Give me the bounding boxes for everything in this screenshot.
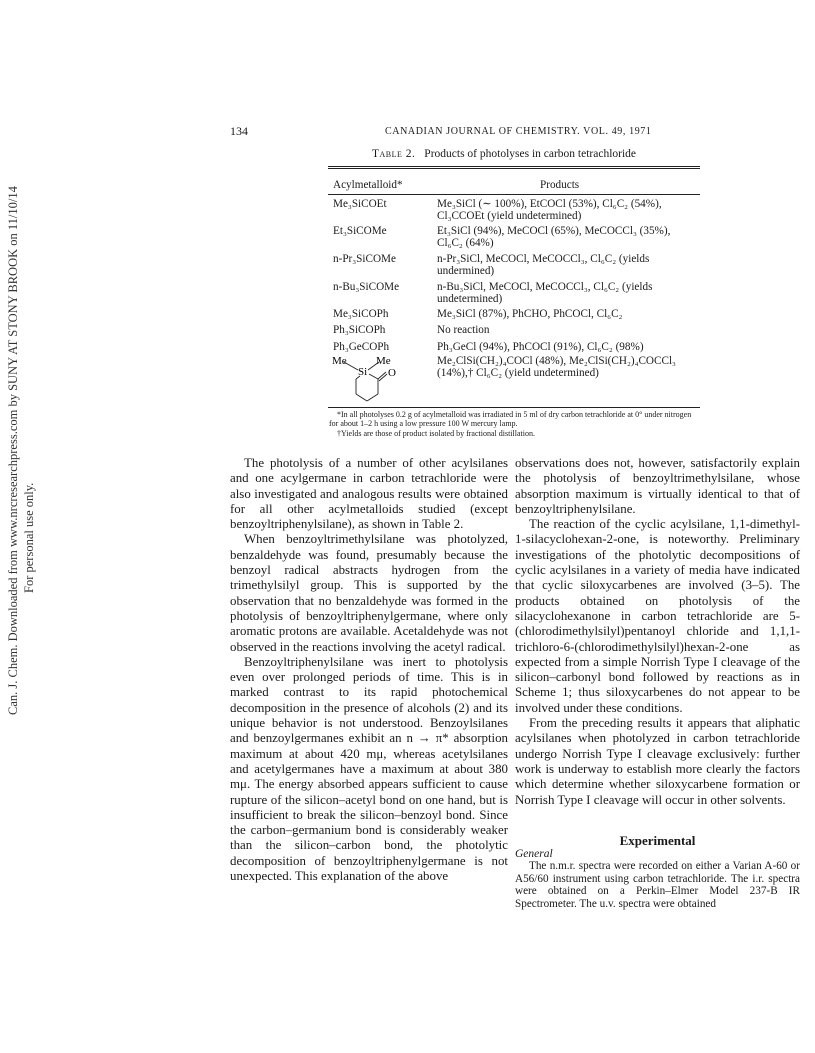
acylmetalloid-cell: Me₃SiCOEt	[333, 198, 387, 210]
subsection-heading: General	[515, 848, 553, 860]
table-header-rule	[328, 194, 700, 195]
paragraph: Benzoyltriphenylsilane was inert to photolysis even over prolonged periods of time. This is in marked contrast to its rapid photochemical decomposition in the presence of alcohols (2) and its unique behavior is not understood. Benzoylsilanes and benzoylgermanes exhibit an n → π* absorption maximum at about 420 mμ, whereas acetylsilanes and acetylgermanes have a maximum at about 380 mμ. The energy absorbed appears sufficient to cause rupture of the silicon–acetyl bond on one hand, but is insufficient to break the silicon–benzoyl bond. Since the carbon–germanium bond is considerably weaker than the silicon–carbon bond, the photolytic decomposition of benzoyltriphenylgermane is not unexpected. This explanation of the above	[230, 654, 508, 884]
table-title: Products of photolyses in carbon tetrachloride	[424, 148, 637, 160]
left-column	[230, 456, 508, 884]
products-cell: n-Bu₃SiCl, MeCOCl, MeCOCCl₃, Cl₆C₂ (yields undetermined)	[437, 281, 653, 305]
journal-running-head: CANADIAN JOURNAL OF CHEMISTRY. VOL. 49, 1971	[385, 126, 652, 137]
table-top-rule-2	[328, 168, 700, 169]
paragraph: The photolysis of a number of other acylsilanes and one acylgermane in carbon tetrachloride were also investigated and analogous results were obtained for all other acylmetalloids studied (except benzoyltriphenylsilane), as shown in Table 2.	[230, 456, 508, 532]
structure-me-left: Me	[332, 355, 347, 367]
silacyclohexanone-structure	[328, 352, 410, 412]
products-cell: Et₃SiCl (94%), MeCOCl (65%), MeCOCCl₃ (35%), Cl₆C₂ (64%)	[437, 225, 671, 249]
products-cell: No reaction	[437, 324, 490, 336]
acylmetalloid-cell: n-Bu₃SiCOMe	[333, 281, 400, 293]
products-cell: Me₃SiCl (∼ 100%), EtCOCl (53%), Cl₆C₂ (54%), Cl₃CCOEt (yield undetermined)	[437, 198, 662, 222]
acylmetalloid-cell: Ph₃SiCOPh	[333, 324, 386, 336]
page-number: 134	[230, 124, 248, 138]
structure-o: O	[388, 367, 396, 379]
structure-me-right: Me	[376, 355, 391, 367]
table-caption	[372, 148, 636, 160]
table-label: Table 2.	[372, 148, 416, 160]
products-cell: n-Pr₃SiCl, MeCOCl, MeCOCCl₃, Cl₆C₂ (yields undermined)	[437, 253, 650, 277]
paragraph: The n.m.r. spectra were recorded on either a Varian A-60 or A56/60 instrument using carbon tetrachloride. The i.r. spectra were obtained on a Perkin–Elmer Model 237-B IR Spectrometer. The u.v. spectra were obtained	[515, 860, 800, 910]
paragraph: When benzoyltrimethylsilane was photolyzed, benzaldehyde was found, presumably because the benzoyl radical abstracts hydrogen from the trimethylsilyl group. This is supported by the observation that no benzaldehyde was formed in the photolysis of benzoyltriphenylgermane, where only aromatic protons are available. Acetaldehyde was not observed in the reactions involving the acetyl radical.	[230, 532, 508, 654]
paragraph: From the preceding results it appears that aliphatic acylsilanes when photolyzed in carbon tetrachloride undergo Norrish Type I cleavage exclusively: further work is underway to establish more clearly the factors which determine whether siloxycarbene formation or Norrish Type I cleavage will occur in other solvents.	[515, 716, 800, 807]
personal-use-note: For personal use only.	[22, 482, 36, 593]
structure-si: Si	[358, 366, 368, 378]
table-top-rule	[328, 166, 700, 167]
table-footnote-1: *In all photolyses 0.2 g of acylmetalloid was irradiated in 5 ml of dry carbon tetrachloride at 0° under nitrogen for about 1–2 h using a low pressure 100 W mercury lamp.	[329, 410, 692, 428]
paragraph: The reaction of the cyclic acylsilane, 1,1-dimethyl-1-silacyclohexan-2-one, is noteworthy. Preliminary investigations of the photolytic decompositions of cyclic acylsilanes in a variety of media have indicated that cyclic siloxycarbenes are involved (3–5). The products obtained on photolysis of the silacyclohexanone in carbon tetrachloride are 5-(chlorodimethylsilyl)pentanoyl chloride and 1,1,1-trichloro-6-(chlorodimethylsilyl)hexan-2-one as expected from a simple Norrish Type I cleavage of the silicon–carbonyl bond followed by reactions as in Scheme 1; thus siloxycarbenes do not appear to be involved under these conditions.	[515, 517, 800, 715]
table-header-products: Products	[540, 179, 580, 191]
acylmetalloid-cell: n-Pr₃SiCOMe	[333, 253, 396, 265]
acylmetalloid-cell: Et₃SiCOMe	[333, 225, 387, 237]
table-footnote-2: †Yields are those of product isolated by fractional distillation.	[337, 429, 535, 438]
acylmetalloid-cell: Ph₃GeCOPh	[333, 341, 390, 353]
products-cell: Ph₃GeCl (94%), PhCOCl (91%), Cl₆C₂ (98%)	[437, 341, 644, 353]
section-heading: Experimental	[619, 833, 696, 848]
experimental-text	[515, 860, 800, 910]
right-column	[515, 456, 800, 808]
table-bottom-rule	[328, 407, 700, 408]
paragraph: observations does not, however, satisfactorily explain the photolysis of benzoyltrimethylsilane, whose absorption maximum is virtually identical to that of benzoyltriphenylsilane.	[515, 456, 800, 516]
table-header-acylmetalloid: Acylmetalloid*	[333, 179, 403, 191]
download-notice-text: Can. J. Chem. Downloaded from www.nrcresearchpress.com by SUNY AT STONY BROOK on 11/10/14	[6, 186, 20, 715]
download-notice	[2, 186, 36, 715]
products-cell: Me₃SiCl (87%), PhCHO, PhCOCl, Cl₆C₂	[437, 308, 623, 320]
products-cell: Me₂ClSi(CH₂)₄COCl (48%), Me₂ClSi(CH₂)₄COCCl₃ (14%),† Cl₆C₂ (yield undetermined)	[437, 355, 676, 379]
acylmetalloid-cell: Me₃SiCOPh	[333, 308, 389, 320]
